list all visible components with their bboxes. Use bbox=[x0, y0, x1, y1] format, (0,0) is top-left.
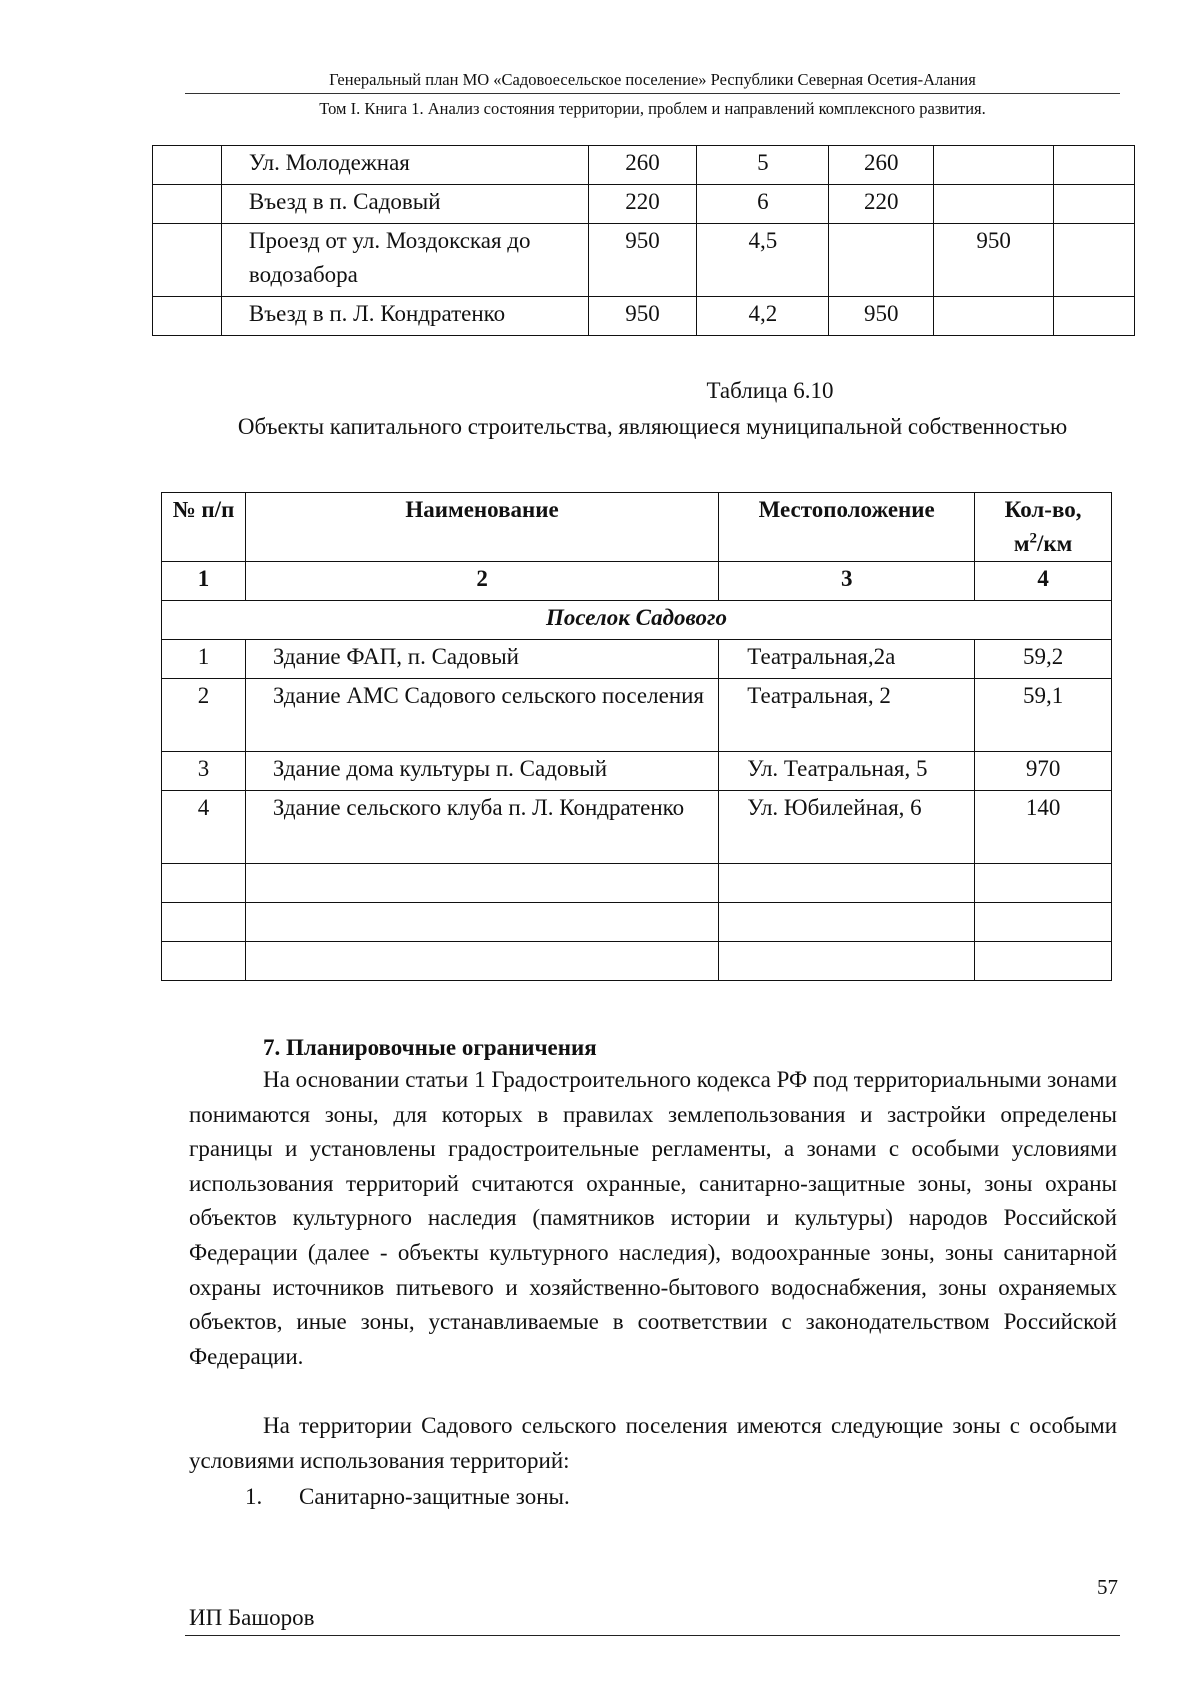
table-row bbox=[162, 679, 1112, 752]
object-name: Здание дома культуры п. Садовый bbox=[245, 752, 718, 791]
table-row bbox=[153, 185, 1135, 224]
empty-cell bbox=[162, 864, 246, 903]
list-item-number: 1. bbox=[245, 1484, 263, 1509]
column-index: 3 bbox=[719, 562, 975, 601]
table-row bbox=[162, 752, 1112, 791]
roads-table bbox=[152, 145, 1135, 336]
table-number: Таблица 6.10 bbox=[706, 378, 834, 403]
column-header-number: № п/п bbox=[162, 493, 246, 562]
road-name-cell: Въезд в п. Садовый bbox=[221, 185, 588, 224]
object-number: 1 bbox=[162, 640, 246, 679]
object-quantity: 59,1 bbox=[975, 679, 1112, 752]
road-value-cell bbox=[1054, 146, 1135, 185]
road-value-cell bbox=[1054, 297, 1135, 336]
object-location: Театральная, 2 bbox=[719, 679, 975, 752]
road-length-cell: 220 bbox=[588, 185, 697, 224]
road-value-cell bbox=[1054, 224, 1135, 297]
road-value-cell bbox=[1054, 185, 1135, 224]
table-row bbox=[162, 640, 1112, 679]
column-header-name: Наименование bbox=[245, 493, 718, 562]
municipal-objects-table bbox=[161, 492, 1112, 981]
road-value-cell bbox=[829, 224, 934, 297]
road-value-cell bbox=[934, 297, 1054, 336]
road-value-cell: 220 bbox=[829, 185, 934, 224]
empty-cell bbox=[719, 942, 975, 981]
table-title: Объекты капитального строительства, являющиеся муниципальной собственностью bbox=[237, 414, 1068, 439]
unit-prefix: м bbox=[1013, 531, 1030, 556]
object-name: Здание ФАП, п. Садовый bbox=[245, 640, 718, 679]
unit-superscript: 2 bbox=[1029, 530, 1037, 547]
column-index: 4 bbox=[975, 562, 1112, 601]
table-cell bbox=[153, 185, 222, 224]
section-row bbox=[162, 601, 1112, 640]
column-header-location: Местоположение bbox=[719, 493, 975, 562]
road-name-cell: Ул. Молодежная bbox=[221, 146, 588, 185]
object-location: Ул. Театральная, 5 bbox=[719, 752, 975, 791]
running-header-subtitle: Том I. Книга 1. Анализ состояния территории, проблем и направлений комплексного развития. bbox=[319, 99, 986, 118]
empty-cell bbox=[162, 903, 246, 942]
section-heading: 7. Планировочные ограничения bbox=[263, 1035, 597, 1060]
object-quantity: 59,2 bbox=[975, 640, 1112, 679]
road-value-cell: 950 bbox=[934, 224, 1054, 297]
empty-table-row bbox=[162, 864, 1112, 903]
empty-cell bbox=[162, 942, 246, 981]
road-name-cell: Въезд в п. Л. Кондратенко bbox=[221, 297, 588, 336]
running-header-title: Генеральный план МО «Садовоесельское поселение» Республики Северная Осетия-Алания bbox=[329, 70, 976, 89]
object-location: Ул. Юбилейная, 6 bbox=[719, 791, 975, 864]
table-row bbox=[162, 791, 1112, 864]
quantity-header-label: Кол-во, bbox=[1004, 497, 1082, 522]
empty-cell bbox=[975, 864, 1112, 903]
empty-cell bbox=[245, 864, 718, 903]
table-header-row bbox=[162, 493, 1112, 562]
table-row bbox=[153, 297, 1135, 336]
empty-cell bbox=[245, 903, 718, 942]
object-name: Здание АМС Садового сельского поселения bbox=[245, 679, 718, 752]
object-quantity: 970 bbox=[975, 752, 1112, 791]
empty-cell bbox=[245, 942, 718, 981]
road-value-cell bbox=[934, 185, 1054, 224]
road-width-cell: 4,5 bbox=[697, 224, 829, 297]
road-width-cell: 4,2 bbox=[697, 297, 829, 336]
object-number: 4 bbox=[162, 791, 246, 864]
header-rule bbox=[185, 93, 1120, 94]
road-length-cell: 950 bbox=[588, 224, 697, 297]
page-number: 57 bbox=[1097, 1575, 1118, 1599]
object-location: Театральная,2а bbox=[719, 640, 975, 679]
empty-table-row bbox=[162, 942, 1112, 981]
object-name: Здание сельского клуба п. Л. Кондратенко bbox=[245, 791, 718, 864]
list-item-text: Санитарно-защитные зоны. bbox=[299, 1484, 570, 1509]
list-item bbox=[245, 1480, 570, 1514]
footer-rule bbox=[185, 1635, 1120, 1636]
table-row bbox=[153, 224, 1135, 297]
road-length-cell: 260 bbox=[588, 146, 697, 185]
road-value-cell bbox=[934, 146, 1054, 185]
empty-table-row bbox=[162, 903, 1112, 942]
road-value-cell: 950 bbox=[829, 297, 934, 336]
table-cell bbox=[153, 297, 222, 336]
unit-suffix: /км bbox=[1036, 531, 1073, 556]
object-quantity: 140 bbox=[975, 791, 1112, 864]
empty-cell bbox=[719, 864, 975, 903]
road-value-cell: 260 bbox=[829, 146, 934, 185]
table-cell bbox=[153, 224, 222, 297]
road-width-cell: 5 bbox=[697, 146, 829, 185]
body-paragraph: На основании статьи 1 Градостроительного кодекса РФ под территориальными зонами понимаются зоны, для которых в правилах землепользования и застройки определены границы и установлены градостроительные регламенты, а зонами с особыми условиями использования территорий считаются охранные, санитарно-защитные зоны, зоны охраны объектов культурного наследия (памятников истории и культуры) народов Российской Федерации (далее - объекты культурного наследия), водоохранные зоны, зоны санитарной охраны источников питьевого и хозяйственно-бытового водоснабжения, зоны охраняемых объектов, иные зоны, устанавливаемые в соответствии с законодательством Российской Федерации. bbox=[189, 1067, 1117, 1369]
road-length-cell: 950 bbox=[588, 297, 697, 336]
footer-author: ИП Башоров bbox=[189, 1605, 315, 1630]
object-number: 2 bbox=[162, 679, 246, 752]
table-cell bbox=[153, 146, 222, 185]
road-width-cell: 6 bbox=[697, 185, 829, 224]
empty-cell bbox=[719, 903, 975, 942]
road-name-cell: Проезд от ул. Моздокская до водозабора bbox=[221, 224, 588, 297]
empty-cell bbox=[975, 903, 1112, 942]
column-index: 1 bbox=[162, 562, 246, 601]
section-title: Поселок Садового bbox=[162, 601, 1112, 640]
table-row bbox=[153, 146, 1135, 185]
column-index-row bbox=[162, 562, 1112, 601]
column-index: 2 bbox=[245, 562, 718, 601]
empty-cell bbox=[975, 942, 1112, 981]
column-header-quantity bbox=[975, 493, 1112, 562]
body-paragraph: На территории Садового сельского поселения имеются следующие зоны с особыми условиями использования территорий: bbox=[189, 1413, 1117, 1473]
object-number: 3 bbox=[162, 752, 246, 791]
